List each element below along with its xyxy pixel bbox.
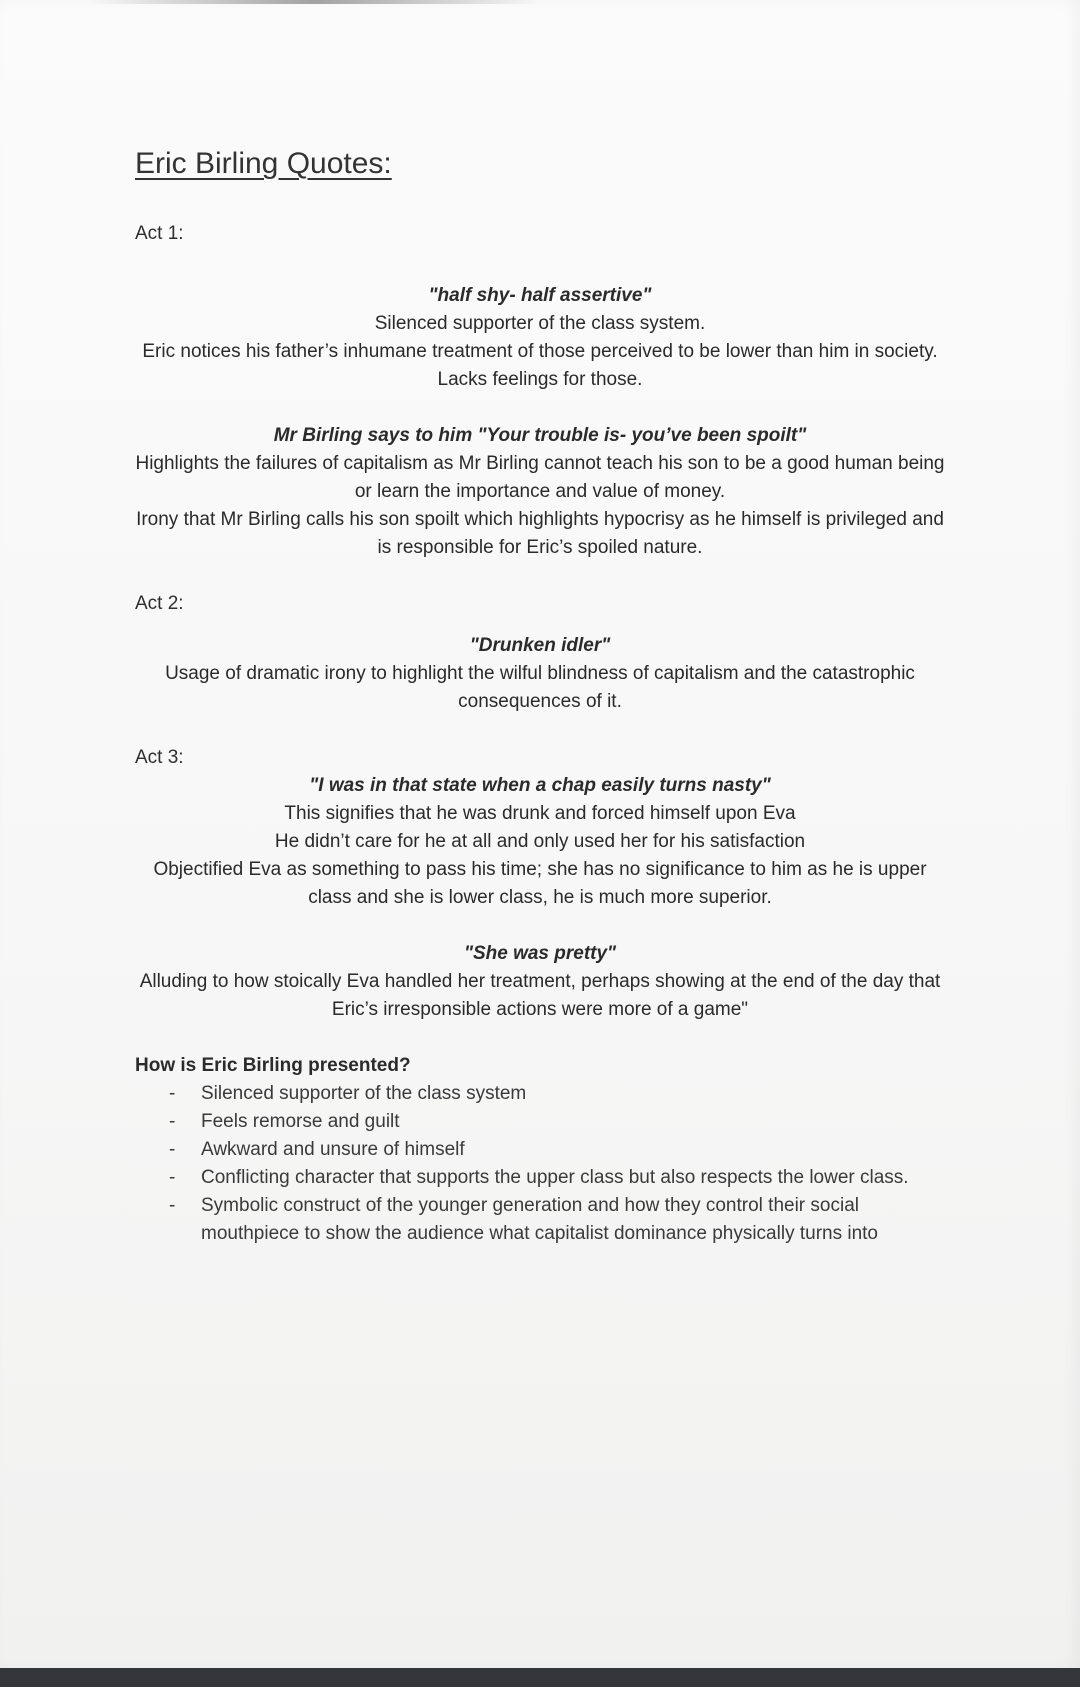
- act-3-section: [135, 772, 945, 1024]
- act-3-line: He didn’t care for he at all and only used her for his satisfaction: [274, 831, 806, 852]
- act-1-quote-2: Mr Birling says to him "Your trouble is- you’ve been spoilt": [273, 425, 807, 446]
- act-3-line: This signifies that he was drunk and forced himself upon Eva: [284, 803, 796, 824]
- presentation-list: [135, 1080, 945, 1248]
- list-item: - Awkward and unsure of himself: [201, 1136, 945, 1164]
- act-3-quote-1: "I was in that state when a chap easily turns nasty": [309, 775, 771, 796]
- act-2-heading: Act 2:: [135, 593, 184, 614]
- act-3-quote-2: "She was pretty": [463, 943, 617, 964]
- act-3-heading: Act 3:: [135, 747, 184, 768]
- document-content: [135, 146, 945, 1248]
- list-item: - Symbolic construct of the younger generation and how they control their social mouthpiece to show the audience what capitalist dominance physically turns into: [201, 1192, 945, 1248]
- act-1-line: Silenced supporter of the class system.: [374, 313, 706, 334]
- act-2-line: Usage of dramatic irony to highlight the wilful blindness of capitalism and the catastrophic consequences of it.: [165, 663, 915, 712]
- act-1-line: Highlights the failures of capitalism as Mr Birling cannot teach his son to be a good human being or learn the importance and value of money.: [135, 453, 945, 502]
- list-item: - Feels remorse and guilt: [201, 1108, 945, 1136]
- document-title: Eric Birling Quotes:: [135, 147, 392, 180]
- act-2-quote-1: "Drunken idler": [469, 635, 611, 656]
- presentation-question: How is Eric Birling presented?: [135, 1055, 411, 1076]
- act-1-heading: Act 1:: [135, 223, 184, 244]
- act-1-section: [135, 282, 945, 562]
- act-3-line: Alluding to how stoically Eva handled her treatment, perhaps showing at the end of the day that Eric’s irresponsible actions were more of a game": [139, 971, 941, 1020]
- list-item: - Silenced supporter of the class system: [201, 1080, 945, 1108]
- act-1-line: Eric notices his father’s inhumane treatment of those perceived to be lower than him in society.: [142, 341, 938, 362]
- act-1-quote-1: "half shy- half assertive": [428, 285, 652, 306]
- act-3-line: Objectified Eva as something to pass his time; she has no significance to him as he is upper class and she is lower class, he is much more superior.: [153, 859, 927, 908]
- act-1-line: Lacks feelings for those.: [437, 369, 643, 390]
- act-2-section: [135, 632, 945, 716]
- list-item: - Conflicting character that supports the upper class but also respects the lower class.: [201, 1164, 945, 1192]
- paper-top-edge-shadow: [90, 0, 540, 4]
- desk-surface-edge: [0, 1668, 1080, 1687]
- act-1-line: Irony that Mr Birling calls his son spoilt which highlights hypocrisy as he himself is privileged and is responsible for Eric’s spoiled nature.: [136, 509, 944, 558]
